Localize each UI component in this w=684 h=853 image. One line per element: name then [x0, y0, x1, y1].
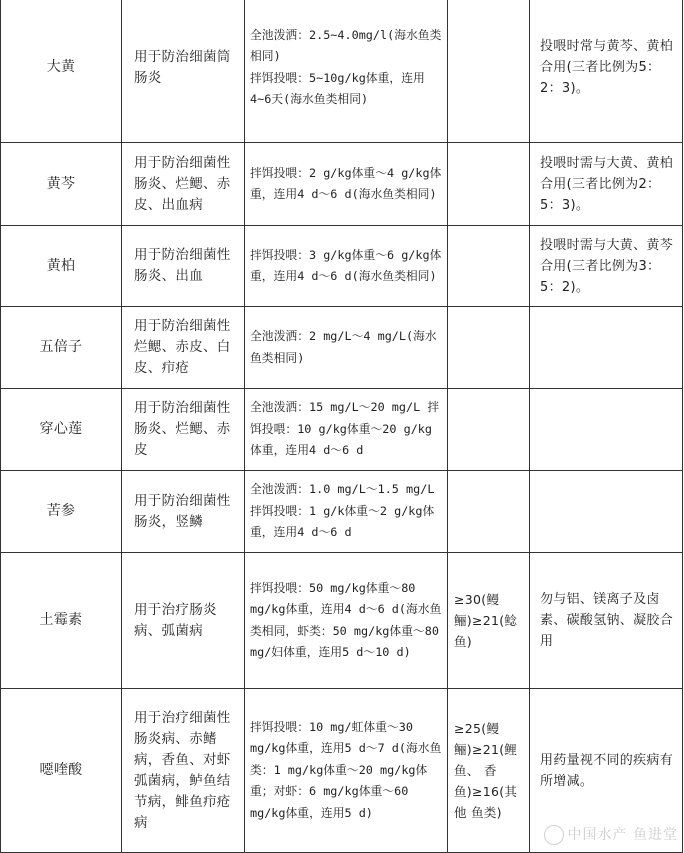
table-row [1, 471, 683, 553]
fish-logo-icon [544, 825, 564, 845]
drug-withdrawal: ≥30(鳗鲡)≥21(鲶鱼) [448, 553, 530, 689]
drug-use: 用于防治细菌性肠炎、烂鳃、赤皮 [122, 389, 245, 471]
drug-note: 用药量视不同的疾病有所增减。 [530, 689, 683, 853]
drug-name: 五倍子 [1, 307, 122, 389]
drug-dose: 全池泼洒：1.0 mg/L～1.5 mg/L 拌饵投喂：1 g/k体重～2 g/kg体重，连用4 d～6 d [245, 471, 448, 553]
drug-withdrawal [448, 307, 530, 389]
table-row [1, 389, 683, 471]
drug-withdrawal [448, 226, 530, 307]
table-row [1, 143, 683, 226]
watermark-text: 中国水产 鱼进堂 [567, 827, 678, 843]
drug-dose: 全池泼洒：15 mg/L～20 mg/L 拌饵投喂：10 g/kg体重～20 g/kg体重，连用4 d～6 d [245, 389, 448, 471]
drug-use: 用于治疗肠炎病、弧菌病 [122, 553, 245, 689]
drug-note: 投喂时常与黄芩、黄柏合用(三者比例为5：2：3)。 [530, 0, 683, 143]
drug-name: 黄芩 [1, 143, 122, 226]
drug-use: 用于治疗细菌性肠炎病、赤鳍病，香鱼、对虾弧菌病，鲈鱼结节病，鲱鱼疖疮病 [122, 689, 245, 853]
table-row [1, 553, 683, 689]
drug-dose: 拌饵投喂：50 mg/kg体重～80 mg/kg体重，连用4 d～6 d(海水鱼类相同，虾类：50 mg/kg体重～80 mg/妇体重，连用5 d～10 d) [245, 553, 448, 689]
drug-use: 用于防治细菌性肠炎、出血 [122, 226, 245, 307]
drug-use: 用于防治细菌性肠炎、烂鳃、赤皮、出血病 [122, 143, 245, 226]
drug-dose: 拌饵投喂：3 g/kg体重～6 g/kg体重，连用4 d～6 d(海水鱼类相同) [245, 226, 448, 307]
drug-use: 用于防治细菌性肠炎，竖鳞 [122, 471, 245, 553]
drug-name: 黄柏 [1, 226, 122, 307]
drug-use: 用于防治细菌性烂鳃、赤皮、白皮、疖疮 [122, 307, 245, 389]
table-row [1, 226, 683, 307]
drug-withdrawal [448, 471, 530, 553]
drug-note [530, 307, 683, 389]
drug-note: 投喂时需与大黄、黄柏合用(三者比例为2：5：3)。 [530, 143, 683, 226]
drug-note [530, 471, 683, 553]
drug-dose: 全池泼洒：2 mg/L～4 mg/L(海水鱼类相同) [245, 307, 448, 389]
drug-withdrawal [448, 143, 530, 226]
drug-withdrawal [448, 389, 530, 471]
drug-dose: 拌饵投喂：2 g/kg体重～4 g/kg体重，连用4 d～6 d(海水鱼类相同) [245, 143, 448, 226]
drug-name: 穿心莲 [1, 389, 122, 471]
watermark [544, 824, 678, 845]
drug-dose: 拌饵投喂：10 mg/虹体重～30 mg/kg体重，连用5 d～7 d(海水鱼类：1 mg/kg体重～20 mg/kg体重；对虾：6 mg/kg体重～60 mg/kg体重，连用5 d) [245, 689, 448, 853]
table-row [1, 0, 683, 143]
drug-name: 土霉素 [1, 553, 122, 689]
drug-name: 噁喹酸 [1, 689, 122, 853]
drug-note [530, 389, 683, 471]
drug-dose: 全池泼洒：2.5~4.0mg/l(海水鱼类相同) 拌饵投喂：5~10g/kg体重，连用4~6天(海水鱼类相同) [245, 0, 448, 143]
drug-name: 苦参 [1, 471, 122, 553]
drug-note: 勿与铝、镁离子及卤素、碳酸氢钠、凝胶合用 [530, 553, 683, 689]
drug-name: 大黄 [1, 0, 122, 143]
drug-withdrawal: ≥25(鳗鲡)≥21(鲤鱼、 香鱼)≥16(其他 鱼类) [448, 689, 530, 853]
drug-use: 用于防治细菌筒肠炎 [122, 0, 245, 143]
table-row [1, 307, 683, 389]
drug-note: 投喂时需与大黄、黄芩合用(三者比例为3：5：2)。 [530, 226, 683, 307]
drug-withdrawal [448, 0, 530, 143]
